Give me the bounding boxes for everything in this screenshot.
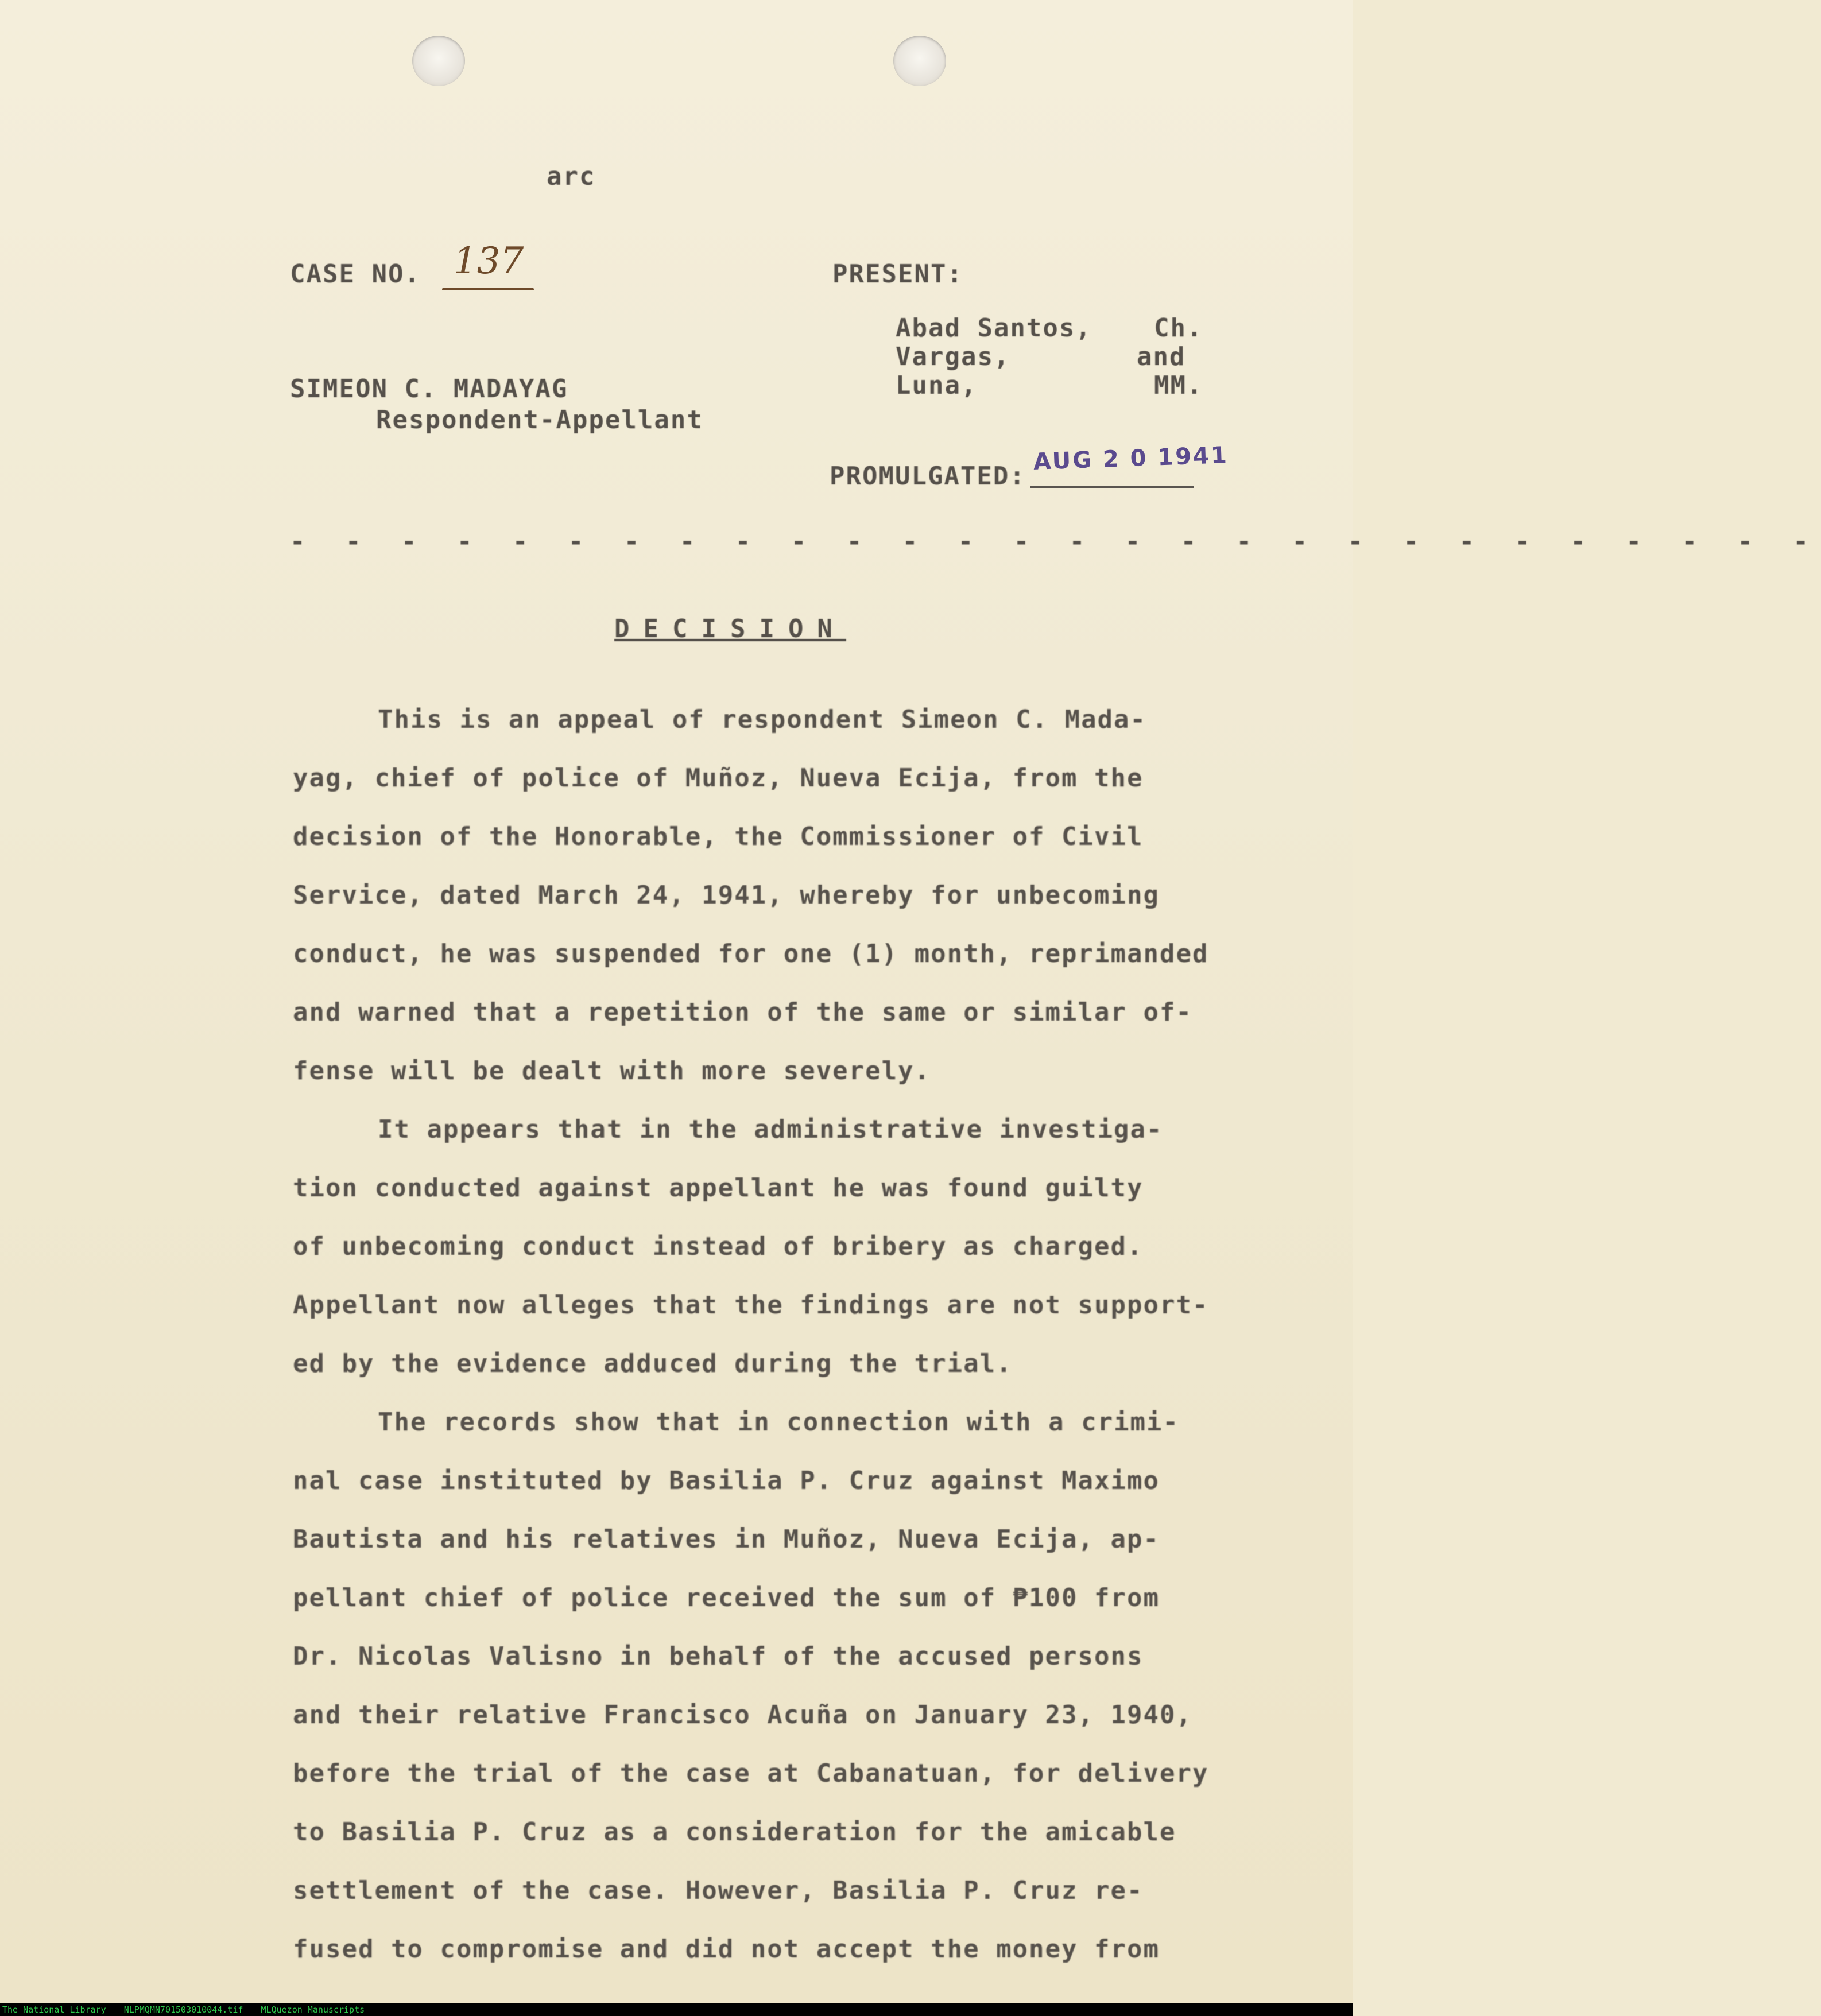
body-line: ed by the evidence adduced during the trial. bbox=[293, 1349, 1013, 1378]
body-line: nal case instituted by Basilia P. Cruz against Maximo bbox=[293, 1466, 1160, 1495]
body-line: decision of the Honorable, the Commissioner of Civil bbox=[293, 822, 1144, 851]
case-number: 137 bbox=[454, 240, 524, 282]
party-name: SIMEON C. MADAYAG bbox=[290, 374, 568, 404]
promulgated-label: PROMULGATED: bbox=[830, 462, 1026, 491]
footer-source: The National Library bbox=[2, 2005, 106, 2015]
case-label: CASE NO. bbox=[290, 259, 421, 289]
body-line: and warned that a repetition of the same or similar of- bbox=[293, 998, 1192, 1027]
footer-collection: MLQuezon Manuscripts bbox=[261, 2005, 365, 2015]
body-line: conduct, he was suspended for one (1) month, reprimanded bbox=[293, 939, 1209, 968]
body-line: This is an appeal of respondent Simeon C. Mada- bbox=[378, 705, 1147, 734]
separator-line: - - - - - - - - - - - - - - - - - - - - - - - - - - - - bbox=[290, 527, 1821, 556]
body-line: The records show that in connection with a crimi- bbox=[378, 1408, 1180, 1437]
body-line: pellant chief of police received the sum of ₱100 from bbox=[293, 1583, 1160, 1612]
body-line: Bautista and his relatives in Muñoz, Nueva Ecija, ap- bbox=[293, 1525, 1160, 1554]
promulgated-underline bbox=[1030, 486, 1194, 488]
body-line: fense will be dealt with more severely. bbox=[293, 1056, 931, 1085]
footer-file: NLPMQMN701503010044.tif bbox=[123, 2005, 243, 2015]
justice-name: Vargas, bbox=[896, 342, 1010, 371]
body-line: It appears that in the administrative investiga- bbox=[378, 1115, 1163, 1144]
body-line: settlement of the case. However, Basilia P. Cruz re- bbox=[293, 1876, 1144, 1905]
body-line: before the trial of the case at Cabanatuan, for delivery bbox=[293, 1759, 1209, 1788]
body-line: fused to compromise and did not accept the money from bbox=[293, 1934, 1160, 1964]
body-line: Service, dated March 24, 1941, whereby for unbecoming bbox=[293, 881, 1160, 910]
justice-name: Luna, bbox=[896, 371, 978, 400]
punch-hole bbox=[893, 36, 946, 86]
party-role: Respondent-Appellant bbox=[376, 405, 703, 435]
body-line: Dr. Nicolas Valisno in behalf of the accused persons bbox=[293, 1642, 1144, 1671]
body-line: to Basilia P. Cruz as a consideration for the amicable bbox=[293, 1817, 1176, 1847]
body-line: Appellant now alleges that the findings are not support- bbox=[293, 1290, 1209, 1320]
body-line: tion conducted against appellant he was found guilty bbox=[293, 1173, 1144, 1203]
justice-suffix: MM. bbox=[1154, 371, 1203, 400]
justice-suffix: and bbox=[1137, 342, 1186, 371]
decision-title: DECISION bbox=[614, 614, 846, 643]
present-label: PRESENT: bbox=[832, 259, 963, 289]
case-number-underline bbox=[442, 288, 534, 290]
justice-name: Abad Santos, bbox=[896, 313, 1092, 343]
date-stamp: AUG 2 0 1941 bbox=[1033, 442, 1229, 475]
scan-footer bbox=[0, 2003, 1353, 2016]
punch-hole bbox=[412, 36, 465, 86]
body-line: of unbecoming conduct instead of bribery as charged. bbox=[293, 1232, 1144, 1261]
initials: arc bbox=[547, 162, 596, 191]
body-line: and their relative Francisco Acuña on January 23, 1940, bbox=[293, 1700, 1192, 1730]
body-line: yag, chief of police of Muñoz, Nueva Ecija, from the bbox=[293, 763, 1144, 793]
justice-suffix: Ch. bbox=[1154, 313, 1203, 343]
